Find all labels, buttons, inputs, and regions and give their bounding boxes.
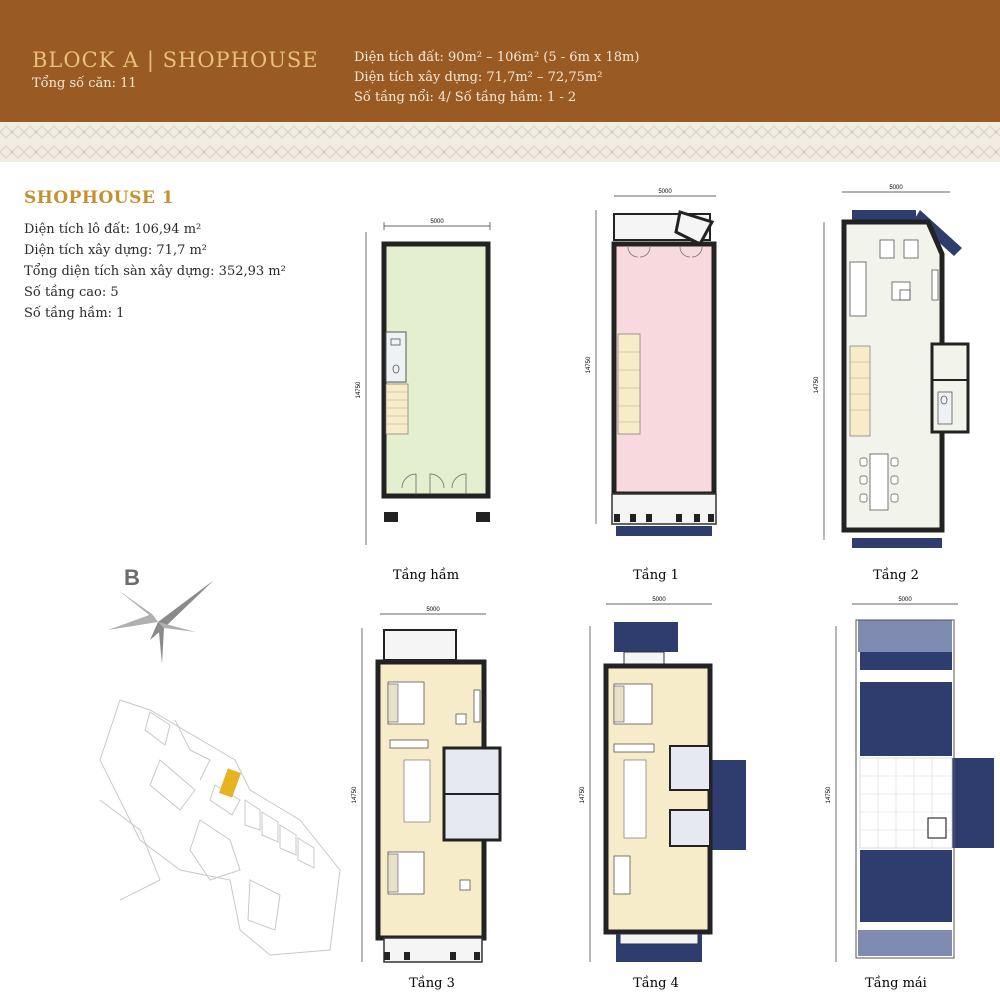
svg-text:14750: 14750 [814,376,820,394]
plan-roof [826,597,994,962]
spec-land-area: Diện tích đất: 90m² – 106m² (5 - 6m x 18m) [354,50,640,65]
unit-count: Tổng số căn: 11 [32,76,137,91]
detail-build-area: Diện tích xây dựng: 71,7 m² [24,243,208,258]
spec-floors: Số tầng nổi: 4/ Số tầng hầm: 1 - 2 [354,90,577,105]
svg-text:5000: 5000 [898,597,912,603]
detail-floors-above: Số tầng cao: 5 [24,285,119,300]
site-plan-map [100,700,340,955]
svg-text:14750: 14750 [356,381,362,399]
svg-text:5000: 5000 [430,219,444,225]
plan-floor-1 [586,189,716,536]
svg-text:5000: 5000 [658,189,672,195]
svg-text:14750: 14750 [586,356,592,374]
caption-roof: Tầng mái [865,976,927,991]
svg-text:14750: 14750 [352,786,358,804]
detail-total-floor-area: Tổng diện tích sàn xây dựng: 352,93 m² [24,264,286,279]
plan-floor-3 [352,607,500,962]
plan-basement [356,219,490,545]
svg-text:5000: 5000 [889,185,903,191]
detail-basements: Số tầng hầm: 1 [24,306,125,321]
block-title: BLOCK A | SHOPHOUSE [32,48,319,72]
spec-build-area: Diện tích xây dựng: 71,7m² – 72,75m² [354,70,603,85]
compass-north-label: B [124,565,140,590]
caption-floor-4: Tầng 4 [633,976,679,991]
caption-floor-2: Tầng 2 [873,568,919,583]
caption-basement: Tầng hầm [392,568,460,583]
svg-text:14750: 14750 [826,786,832,804]
plan-floor-2 [814,185,968,548]
svg-text:5000: 5000 [652,597,666,603]
site-highlight-unit [219,768,241,797]
plan-floor-4 [580,597,746,962]
compass-icon [108,565,214,664]
detail-lot-area: Diện tích lô đất: 106,94 m² [24,222,202,237]
svg-text:5000: 5000 [426,607,440,613]
caption-floor-1: Tầng 1 [633,568,679,583]
caption-floor-3: Tầng 3 [409,976,455,991]
svg-text:14750: 14750 [580,786,586,804]
shophouse-title: SHOPHOUSE 1 [24,188,175,208]
